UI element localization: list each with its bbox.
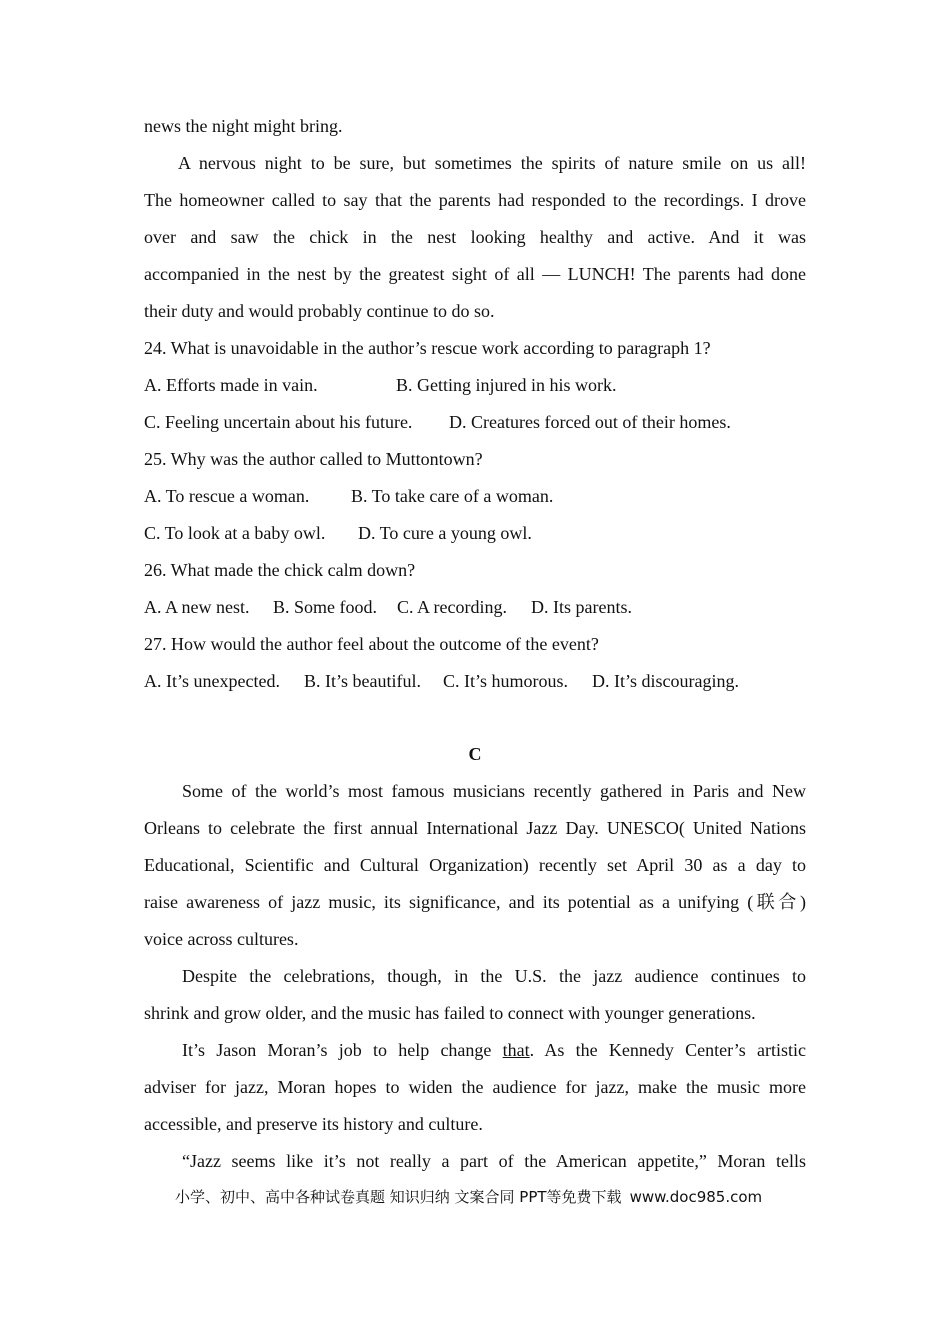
option-b: B. It’s beautiful. bbox=[304, 671, 421, 691]
passage-text: . As the Kennedy Center’s artistic bbox=[529, 1040, 806, 1060]
passage-line: “Jazz seems like it’s not really a part of the American appetite,” Moran tells bbox=[182, 1151, 806, 1171]
option-b: B. Some food. bbox=[273, 597, 378, 617]
question-24-options-row bbox=[144, 367, 806, 404]
passage-line: Despite the celebrations, though, in the U.S. the jazz audience continues to bbox=[182, 966, 806, 986]
question-27-options-row bbox=[144, 663, 806, 700]
passage-line: accompanied in the nest by the greatest sight of all — LUNCH! The parents had done bbox=[144, 264, 806, 284]
underlined-word: that bbox=[502, 1040, 530, 1060]
passage-line: over and saw the chick in the nest looking healthy and active. And it was bbox=[144, 227, 806, 247]
option-c: C. Feeling uncertain about his future. bbox=[144, 412, 413, 432]
passage-line bbox=[144, 1032, 806, 1069]
option-b: B. To take care of a woman. bbox=[351, 486, 554, 506]
question-25-stem: 25. Why was the author called to Muttontown? bbox=[144, 449, 483, 469]
document-page bbox=[144, 108, 806, 1180]
question-25-options-row bbox=[144, 515, 806, 552]
passage-line: news the night might bring. bbox=[144, 116, 343, 136]
footer-banner bbox=[175, 1186, 762, 1207]
passage-line: A nervous night to be sure, but sometimes the spirits of nature smile on us all! bbox=[178, 153, 806, 173]
question-24-options-row bbox=[144, 404, 806, 441]
passage-text: It’s Jason Moran’s job to help change bbox=[182, 1040, 503, 1060]
passage-line: raise awareness of jazz music, its significance, and its potential as a unifying (联合) bbox=[144, 892, 806, 912]
option-d: D. Its parents. bbox=[531, 597, 632, 617]
option-d: D. Creatures forced out of their homes. bbox=[449, 412, 731, 432]
passage-line: shrink and grow older, and the music has failed to connect with younger generations. bbox=[144, 1003, 756, 1023]
option-c: C. To look at a baby owl. bbox=[144, 523, 326, 543]
question-26-stem: 26. What made the chick calm down? bbox=[144, 560, 416, 580]
option-a: A. A new nest. bbox=[144, 597, 250, 617]
question-27-stem: 27. How would the author feel about the outcome of the event? bbox=[144, 634, 599, 654]
option-d: D. It’s discouraging. bbox=[592, 671, 739, 691]
passage-line: their duty and would probably continue to do so. bbox=[144, 301, 495, 321]
option-a: A. To rescue a woman. bbox=[144, 486, 310, 506]
option-c: C. A recording. bbox=[397, 597, 507, 617]
passage-line: adviser for jazz, Moran hopes to widen the audience for jazz, make the music more bbox=[144, 1077, 806, 1097]
passage-line: voice across cultures. bbox=[144, 929, 299, 949]
option-d: D. To cure a young owl. bbox=[358, 523, 532, 543]
option-b: B. Getting injured in his work. bbox=[396, 375, 617, 395]
option-a: A. Efforts made in vain. bbox=[144, 375, 318, 395]
passage-line: Orleans to celebrate the first annual International Jazz Day. UNESCO( United Nations bbox=[144, 818, 806, 838]
option-c: C. It’s humorous. bbox=[443, 671, 569, 691]
question-26-options-row bbox=[144, 589, 806, 626]
footer-url[interactable]: www.doc985.com bbox=[629, 1188, 763, 1206]
passage-line: Some of the world’s most famous musicians recently gathered in Paris and New bbox=[182, 781, 806, 801]
passage-line: Educational, Scientific and Cultural Organization) recently set April 30 as a day to bbox=[144, 855, 806, 875]
footer-text: 小学、初中、高中各种试卷真题 知识归纳 文案合同 PPT等免费下载 bbox=[175, 1188, 622, 1206]
passage-line: The homeowner called to say that the parents had responded to the recordings. I drove bbox=[144, 190, 806, 210]
question-25-options-row bbox=[144, 478, 806, 515]
question-24-stem: 24. What is unavoidable in the author’s rescue work according to paragraph 1? bbox=[144, 338, 711, 358]
spacer bbox=[144, 700, 806, 736]
option-a: A. It’s unexpected. bbox=[144, 671, 280, 691]
passage-line: accessible, and preserve its history and culture. bbox=[144, 1114, 483, 1134]
section-heading: C bbox=[468, 744, 482, 764]
